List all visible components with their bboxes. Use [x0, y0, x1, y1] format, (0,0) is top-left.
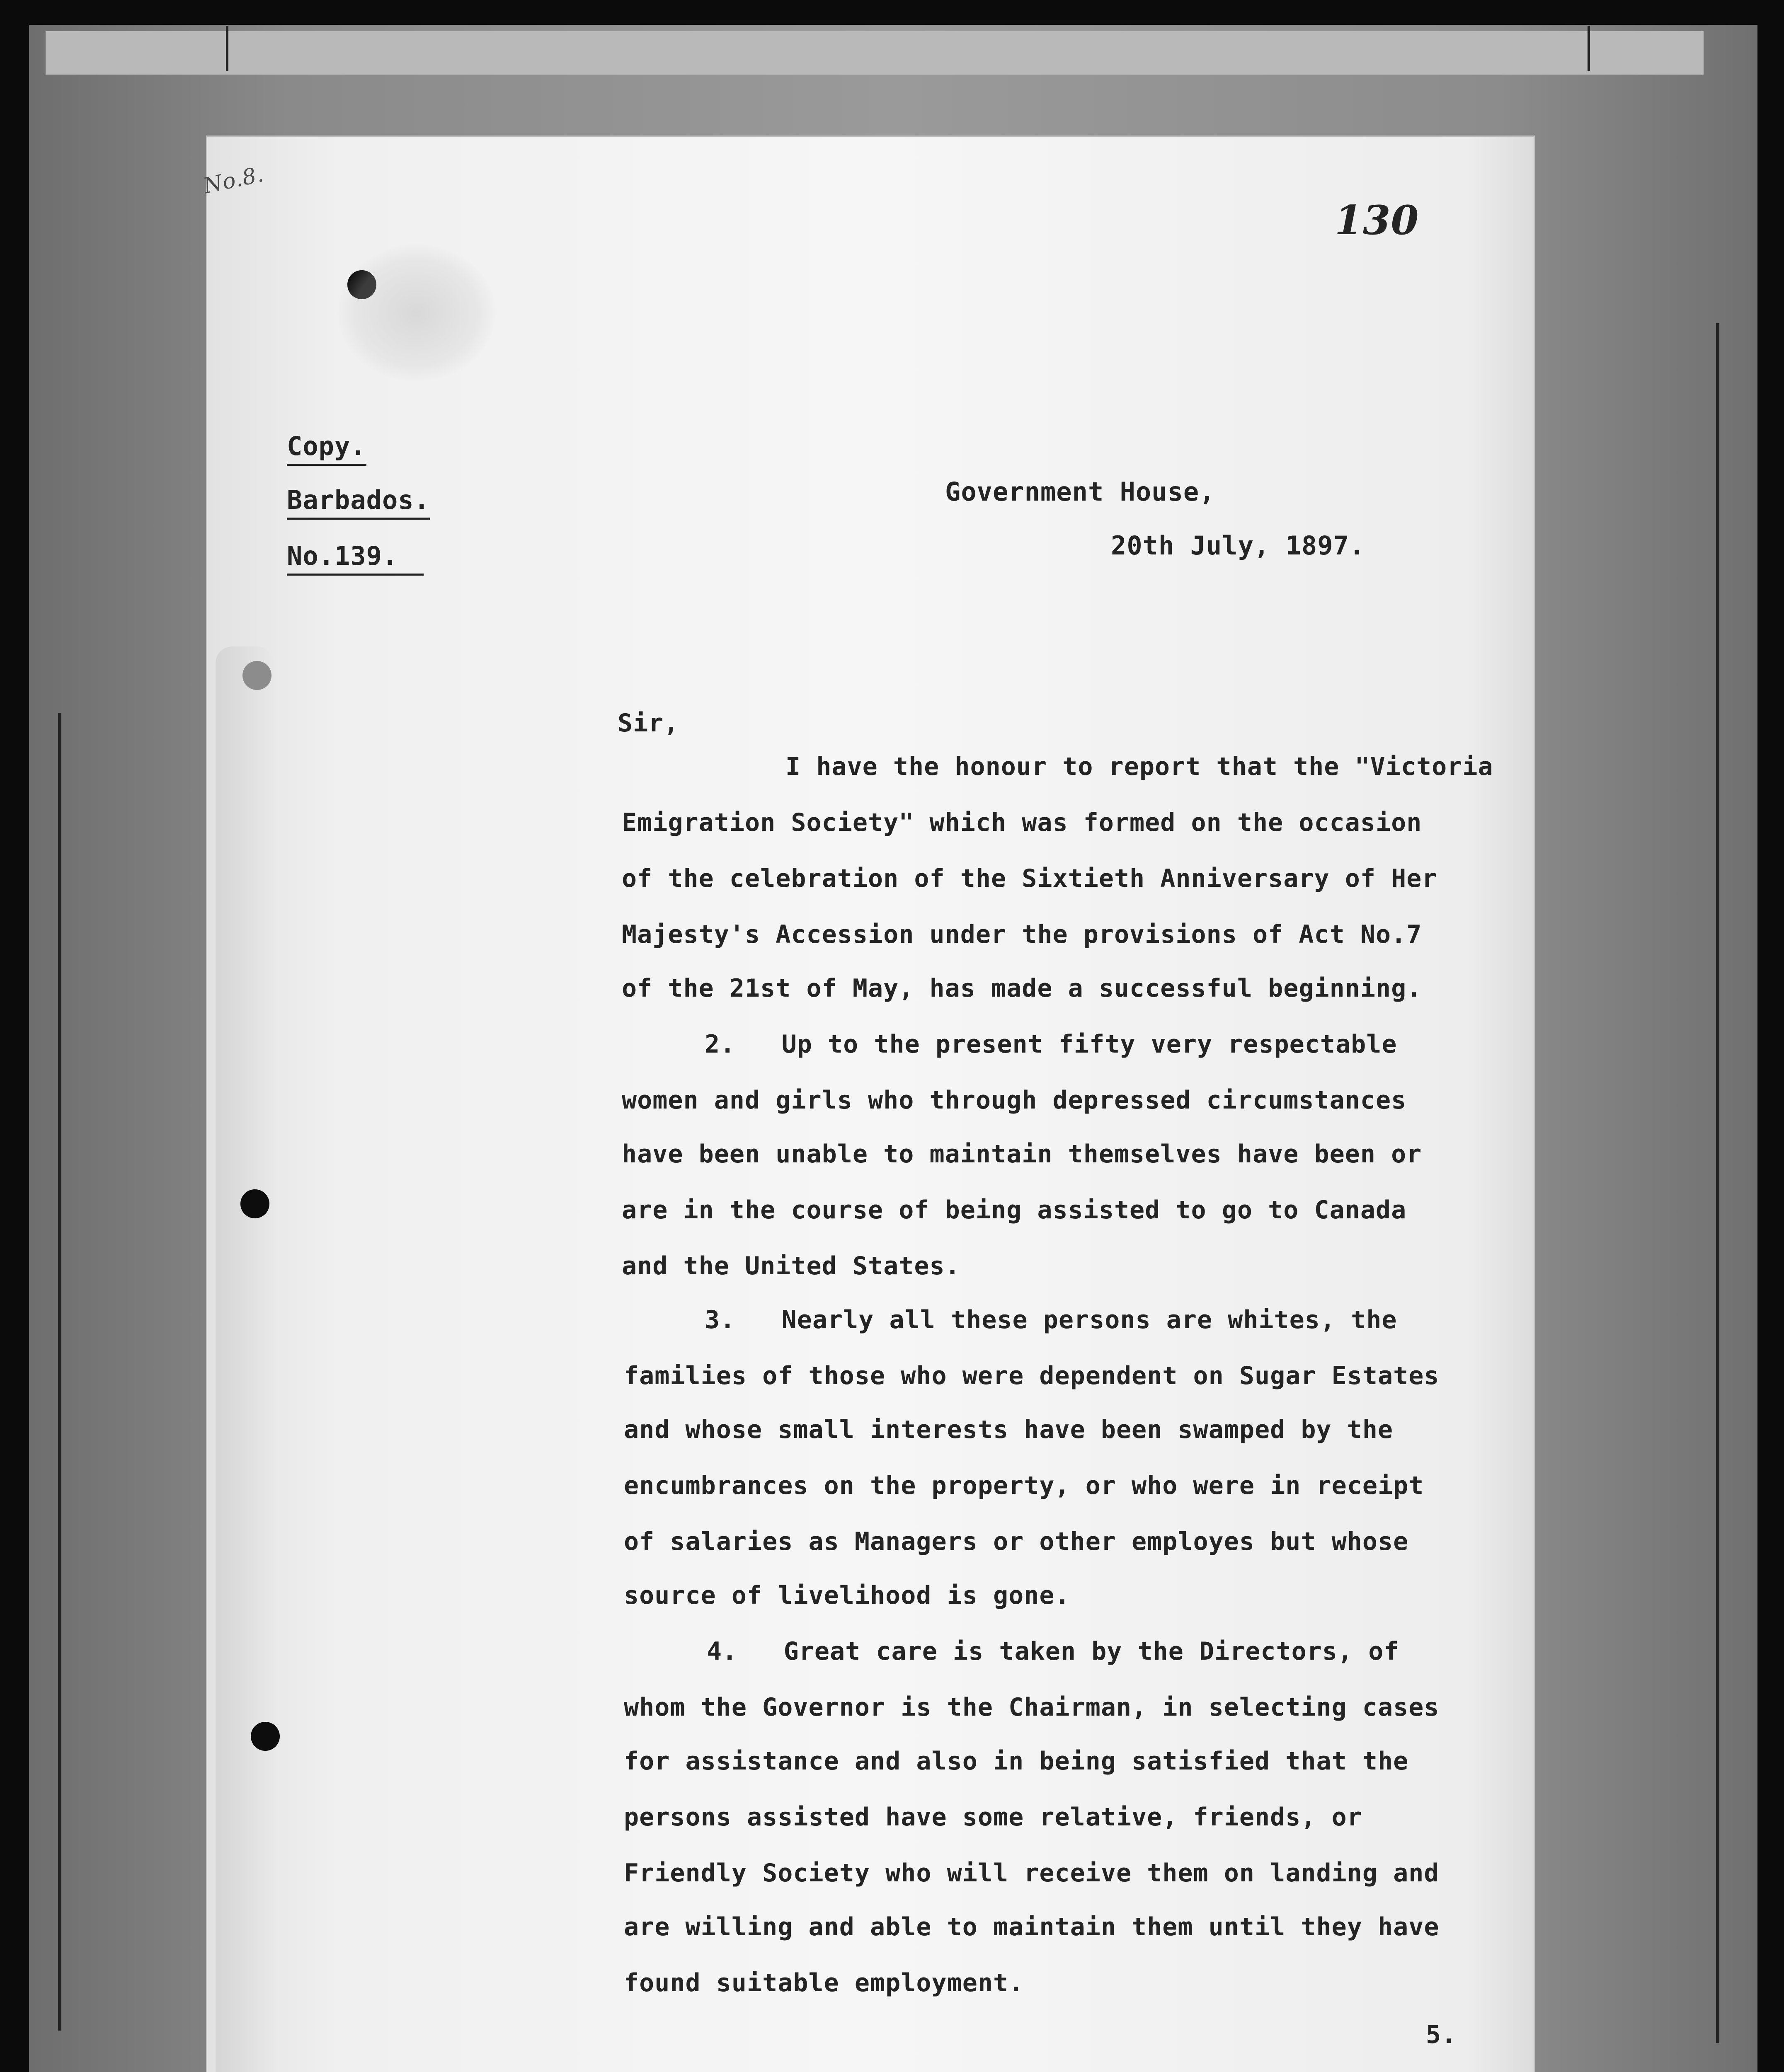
- folio-number: 130: [1335, 197, 1419, 244]
- body-line: 3. Nearly all these persons are whites, the: [705, 1305, 1397, 1334]
- frame-tick-left: [226, 26, 228, 71]
- colony-label: Barbados.: [287, 485, 430, 520]
- body-line: are in the course of being assisted to go to Canada: [622, 1196, 1407, 1225]
- body-line: persons assisted have some relative, friends, or: [624, 1803, 1362, 1832]
- body-line: of salaries as Managers or other employes but whose: [624, 1527, 1409, 1556]
- frame-rule-left: [58, 713, 61, 2031]
- despatch-number: No.139.: [287, 541, 424, 576]
- body-line: found suitable employment.: [624, 1968, 1024, 1997]
- catchword: 5.: [1426, 2020, 1457, 2049]
- frame-tick-right: [1588, 26, 1590, 71]
- body-line: 4. Great care is taken by the Directors, of: [707, 1637, 1399, 1666]
- body-line: source of livelihood is gone.: [624, 1581, 1070, 1610]
- body-line: Majesty's Accession under the provisions of Act No.7: [622, 920, 1422, 949]
- binding-strip: [216, 646, 274, 2072]
- punch-hole: [240, 1189, 269, 1218]
- punch-hole: [242, 661, 271, 690]
- address-date: 20th July, 1897.: [1111, 530, 1365, 561]
- body-line: whom the Governor is the Chairman, in selecting cases: [624, 1693, 1440, 1722]
- copy-label: Copy.: [287, 431, 366, 466]
- body-line: encumbrances on the property, or who were in receipt: [624, 1471, 1424, 1500]
- body-line: 2. Up to the present fifty very respectable: [705, 1030, 1397, 1059]
- body-line: Emigration Society" which was formed on the occasion: [622, 808, 1422, 837]
- body-line: of the 21st of May, has made a successful beginning.: [622, 974, 1422, 1003]
- body-line: for assistance and also in being satisfied that the: [624, 1747, 1409, 1776]
- margin-note: No.8.: [201, 162, 266, 199]
- body-line: women and girls who through depressed circumstances: [622, 1086, 1407, 1115]
- body-line: I have the honour to report that the "Victoria: [785, 752, 1493, 781]
- address-place: Government House,: [945, 477, 1215, 507]
- embossed-seal: [338, 244, 495, 381]
- frame-rule-right: [1716, 323, 1719, 2043]
- body-line: and the United States.: [622, 1251, 960, 1280]
- body-line: are willing and able to maintain them until they have: [624, 1912, 1440, 1941]
- body-line: Friendly Society who will receive them on landing and: [624, 1859, 1440, 1888]
- frame-top-edge: [46, 31, 1704, 75]
- salutation: Sir,: [618, 709, 679, 738]
- body-line: have been unable to maintain themselves have been or: [622, 1140, 1422, 1169]
- body-line: and whose small interests have been swamped by the: [624, 1415, 1394, 1444]
- body-line: families of those who were dependent on Sugar Estates: [624, 1361, 1440, 1390]
- body-line: of the celebration of the Sixtieth Anniversary of Her: [622, 864, 1437, 893]
- punch-hole: [251, 1722, 280, 1751]
